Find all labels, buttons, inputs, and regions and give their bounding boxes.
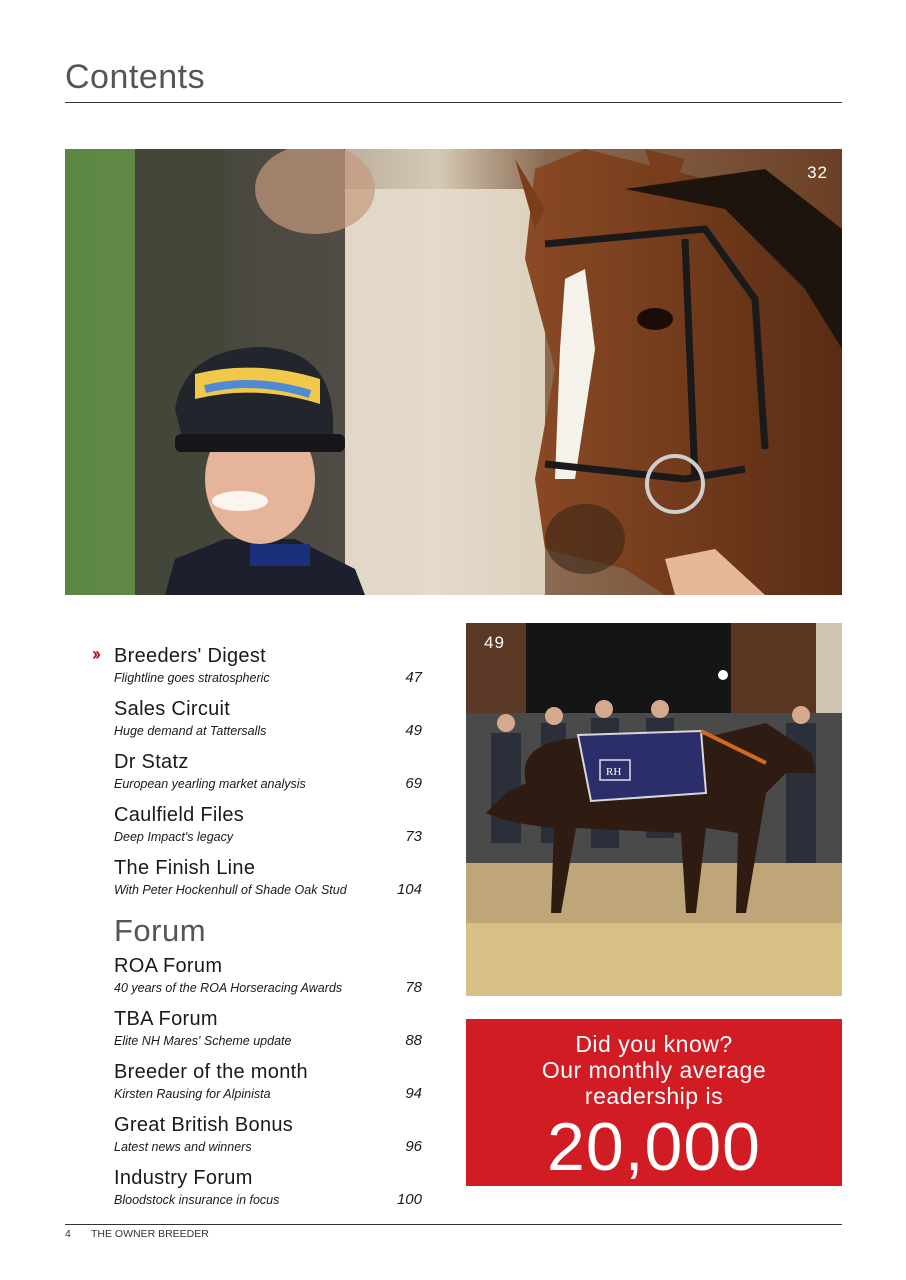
chevron-right-icon: ›› [92, 644, 98, 664]
title-divider [65, 102, 842, 103]
hero-page-ref: 32 [807, 163, 828, 182]
footer-page-number: 4 [65, 1228, 71, 1240]
entry-page-number: 69 [405, 775, 422, 792]
entry-title: Dr Statz [114, 751, 189, 773]
promo-line-3: readership is [584, 1083, 724, 1109]
entry-subtitle: Deep Impact's legacy [114, 830, 234, 844]
list-item[interactable] [92, 1059, 422, 1103]
promo-line-2: Our monthly average [541, 1057, 767, 1083]
entry-title: Caulfield Files [114, 804, 245, 826]
entry-page-number: 96 [405, 1138, 422, 1155]
entry-title: Great British Bonus [114, 1114, 294, 1136]
page-footer [65, 1228, 209, 1240]
entry-subtitle: With Peter Hockenhull of Shade Oak Stud [114, 883, 347, 897]
entry-title: Breeders' Digest [114, 645, 267, 667]
entry-page-number: 88 [405, 1032, 422, 1049]
entry-title: The Finish Line [114, 857, 256, 879]
entry-page-number: 94 [405, 1085, 422, 1102]
readership-promo [466, 1019, 842, 1186]
entry-subtitle: Kirsten Rausing for Alpinista [114, 1087, 271, 1101]
entry-title: ROA Forum [114, 955, 223, 977]
publication-name: THE OWNER BREEDER [91, 1228, 209, 1240]
list-item[interactable] [92, 953, 422, 997]
entry-subtitle: Latest news and winners [114, 1140, 252, 1154]
rug-monogram: RH [606, 766, 622, 778]
list-item[interactable] [92, 855, 422, 899]
list-item[interactable] [92, 802, 422, 846]
entry-page-number: 100 [396, 1191, 422, 1208]
entry-page-number: 49 [405, 722, 422, 739]
entry-subtitle: Elite NH Mares' Scheme update [114, 1034, 292, 1048]
entry-subtitle: 40 years of the ROA Horseracing Awards [114, 981, 343, 995]
entry-page-number: 104 [396, 881, 422, 898]
entry-title: TBA Forum [114, 1008, 218, 1030]
entry-title: Sales Circuit [114, 698, 231, 720]
entry-page-number: 78 [405, 979, 422, 996]
list-item[interactable] [92, 1165, 422, 1209]
entry-page-number: 47 [405, 669, 422, 686]
entry-subtitle: European yearling market analysis [114, 777, 306, 791]
entry-subtitle: Flightline goes stratospheric [114, 671, 270, 685]
entry-title: Industry Forum [114, 1167, 253, 1189]
hero-photo[interactable] [65, 149, 842, 595]
sales-photo-page-ref: 49 [484, 633, 505, 652]
page-title: Contents [65, 58, 206, 96]
entry-subtitle: Bloodstock insurance in focus [114, 1193, 280, 1207]
promo-line-1: Did you know? [575, 1031, 733, 1057]
footer-divider [65, 1224, 842, 1225]
list-item[interactable] [92, 1112, 422, 1156]
sales-photo[interactable] [466, 623, 842, 996]
sales-illustration [466, 623, 842, 996]
entry-page-number: 73 [405, 828, 422, 845]
contents-list [92, 643, 422, 1218]
entry-title: Breeder of the month [114, 1061, 308, 1083]
list-item[interactable] [92, 696, 422, 740]
entry-subtitle: Huge demand at Tattersalls [114, 724, 267, 738]
list-item[interactable] [92, 749, 422, 793]
hero-illustration [65, 149, 842, 595]
list-item[interactable] [92, 643, 422, 687]
list-item[interactable] [92, 1006, 422, 1050]
forum-heading: Forum [114, 913, 207, 948]
readership-figure: 20,000 [547, 1109, 761, 1185]
